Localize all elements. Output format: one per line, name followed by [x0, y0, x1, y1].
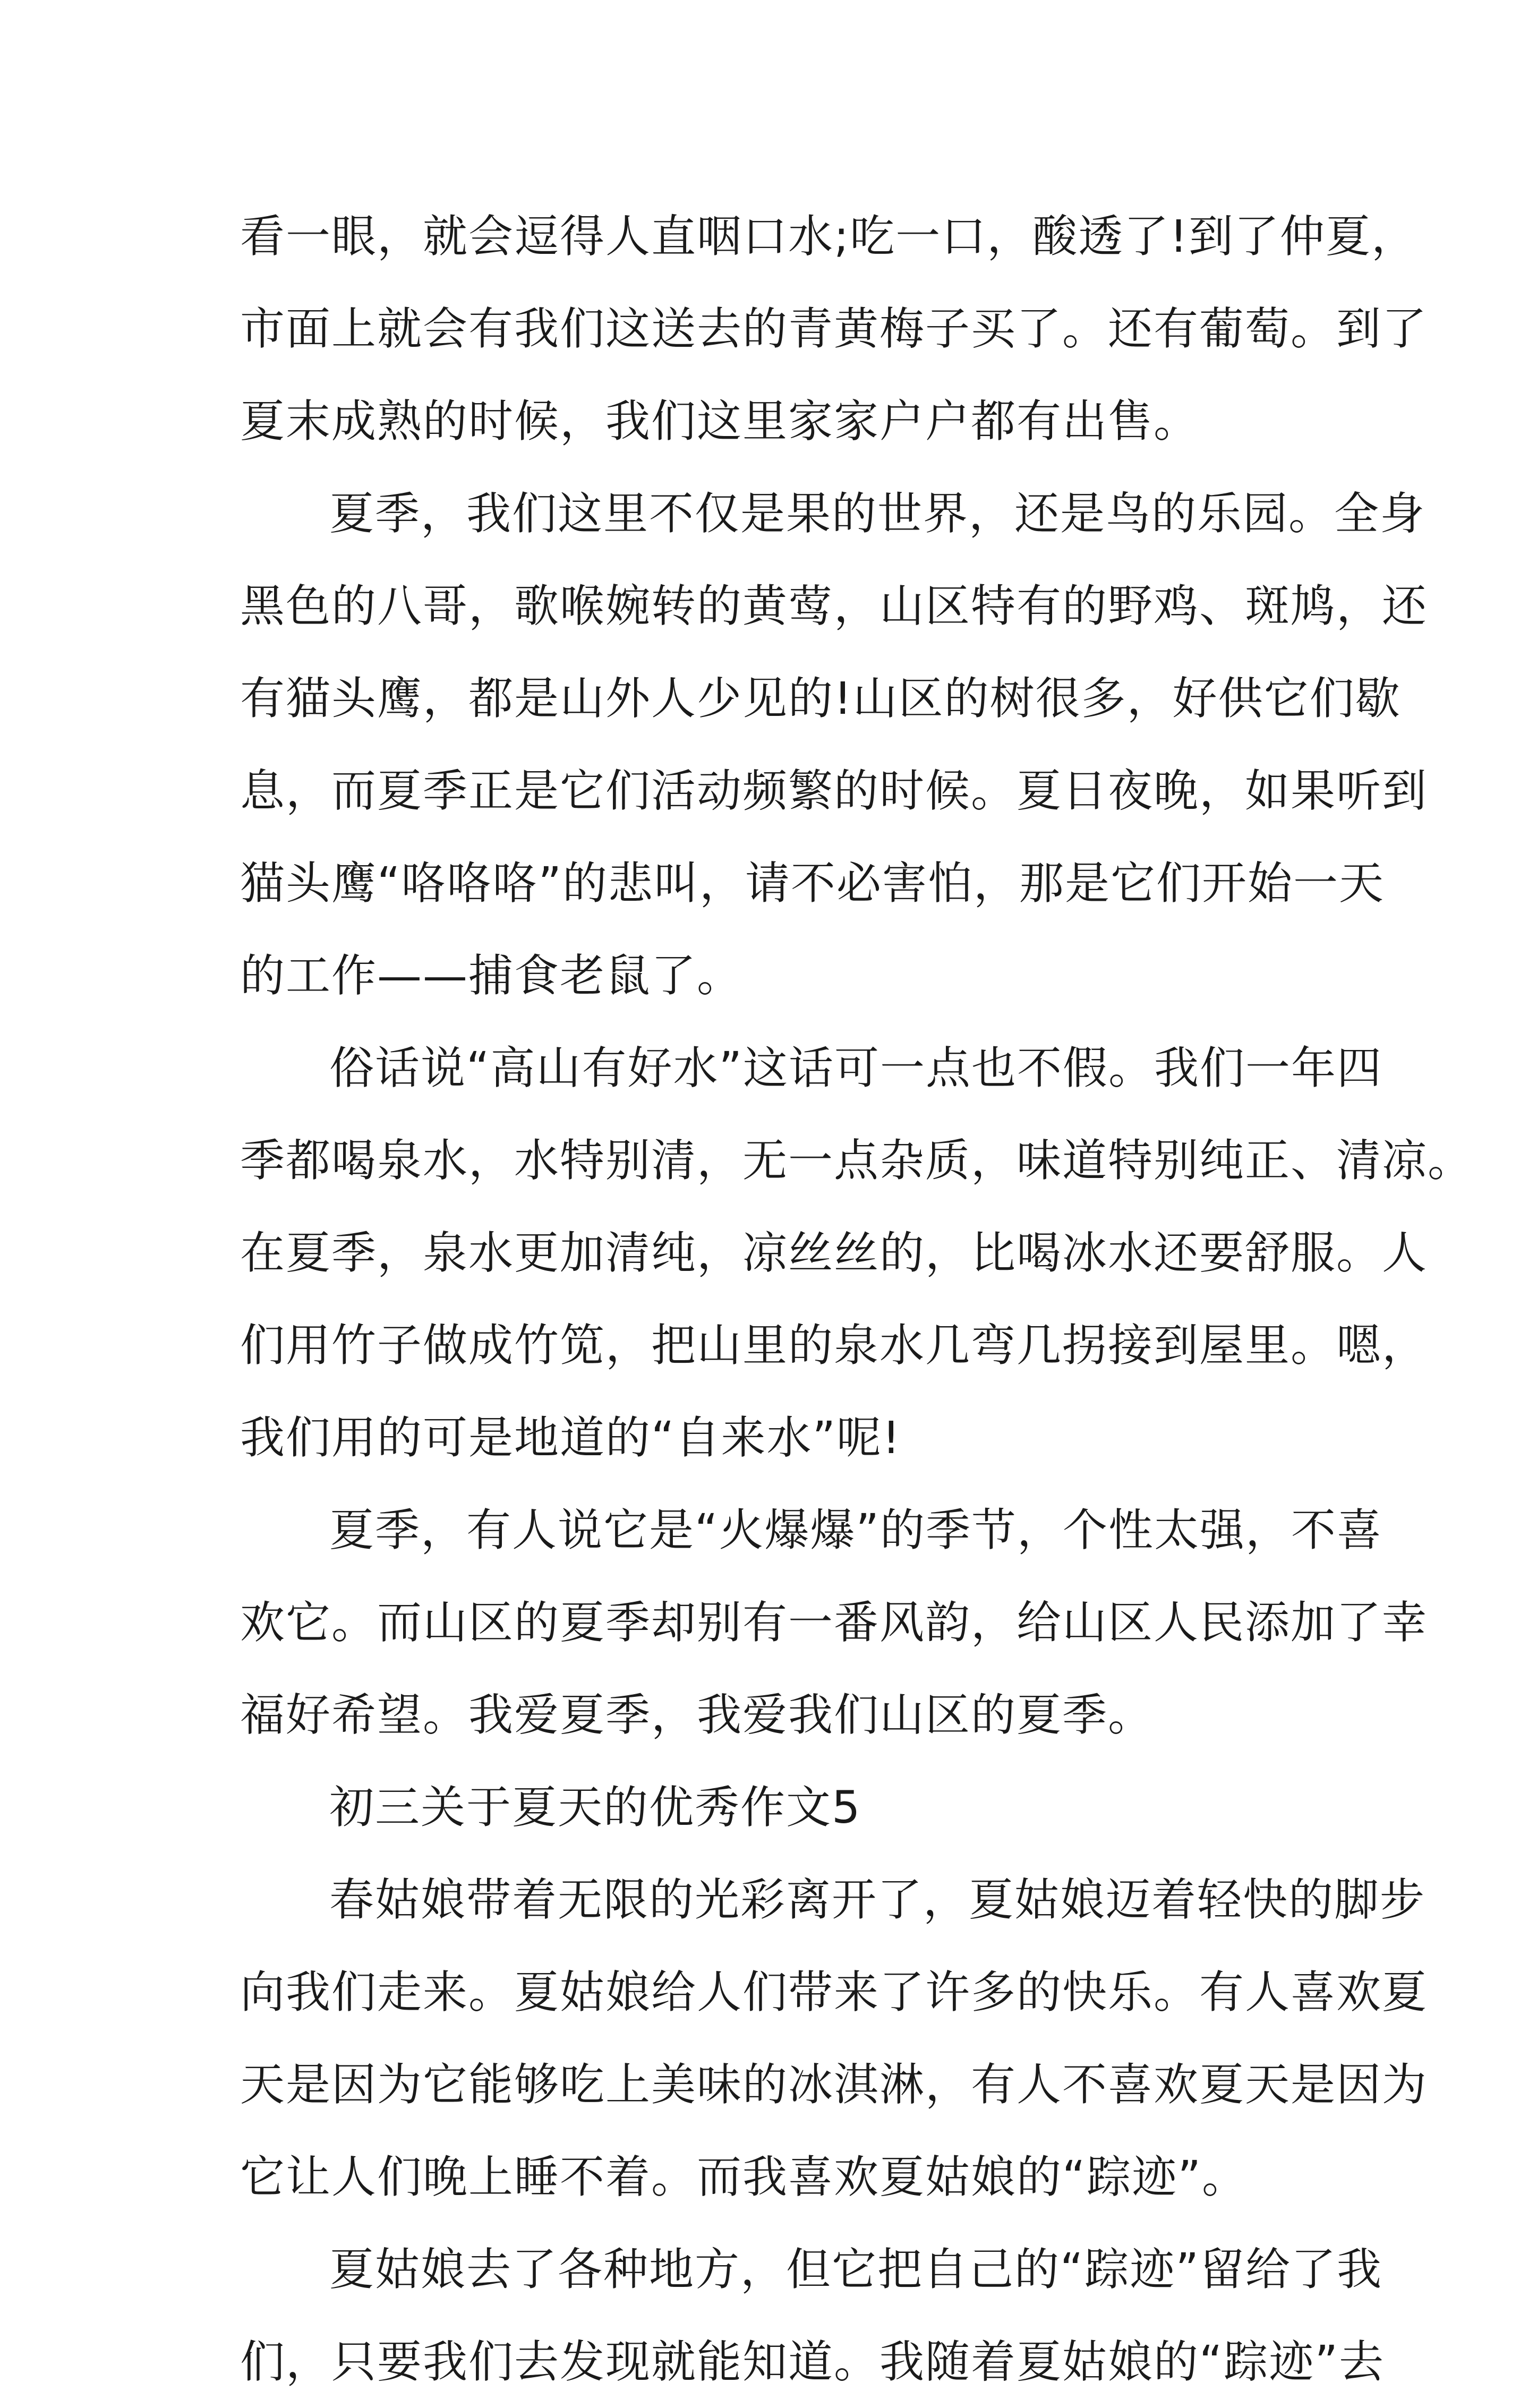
section-heading: 初三关于夏天的优秀作文5: [329, 1781, 861, 1833]
paragraph-line: 们，只要我们去发现就能知道。我随着夏姑娘的“踪迹”去: [240, 2336, 1385, 2388]
paragraph-line: 们用竹子做成竹笕，把山里的泉水几弯几拐接到屋里。嗯，: [240, 1319, 1428, 1371]
paragraph-line: 夏姑娘去了各种地方，但它把自己的“踪迹”留给了我: [329, 2243, 1383, 2295]
paragraph-line: 在夏季，泉水更加清纯，凉丝丝的，比喝冰水还要舒服。人: [240, 1227, 1428, 1279]
paragraph-line: 猫头鹰“咯咯咯”的悲叫，请不必害怕，那是它们开始一天: [240, 857, 1385, 909]
paragraph-line: 夏季，有人说它是“火爆爆”的季节，个性太强，不喜: [329, 1504, 1383, 1556]
paragraph-line: 夏季，我们这里不仅是果的世界，还是鸟的乐园。全身: [329, 488, 1426, 540]
paragraph-line: 春姑娘带着无限的光彩离开了，夏姑娘迈着轻快的脚步: [329, 1874, 1426, 1926]
paragraph-line: 它让人们晚上睡不着。而我喜欢夏姑娘的“踪迹”。: [240, 2151, 1248, 2203]
paragraph-line: 向我们走来。夏姑娘给人们带来了许多的快乐。有人喜欢夏: [240, 1966, 1428, 2018]
paragraph-line: 有猫头鹰，都是山外人少见的!山区的树很多，好供它们歇: [240, 672, 1401, 724]
paragraph-line: 天是因为它能够吃上美味的冰淇淋，有人不喜欢夏天是因为: [240, 2059, 1428, 2111]
paragraph-line: 季都喝泉水，水特别清，无一点杂质，味道特别纯正、清凉。: [240, 1134, 1474, 1186]
paragraph-line: 夏末成熟的时候，我们这里家家户户都有出售。: [240, 395, 1200, 447]
paragraph-line: 市面上就会有我们这送去的青黄梅子买了。还有葡萄。到了: [240, 303, 1428, 355]
paragraph-line: 黑色的八哥，歌喉婉转的黄莺，山区特有的野鸡、斑鸠，还: [240, 580, 1428, 632]
paragraph-line: 的工作——捕食老鼠了。: [240, 950, 743, 1002]
paragraph-line: 福好希望。我爱夏季，我爱我们山区的夏季。: [240, 1689, 1154, 1741]
paragraph-line: 看一眼，就会逗得人直咽口水;吃一口，酸透了!到了仲夏，: [240, 210, 1417, 262]
paragraph-line: 我们用的可是地道的“自来水”呢!: [240, 1412, 901, 1464]
paragraph-line: 息，而夏季正是它们活动频繁的时候。夏日夜晚，如果听到: [240, 765, 1428, 817]
document-body: [240, 190, 1474, 2408]
paragraph-line: 俗话说“高山有好水”这话可一点也不假。我们一年四: [329, 1042, 1383, 1094]
paragraph-line: 欢它。而山区的夏季却别有一番风韵，给山区人民添加了幸: [240, 1596, 1428, 1649]
